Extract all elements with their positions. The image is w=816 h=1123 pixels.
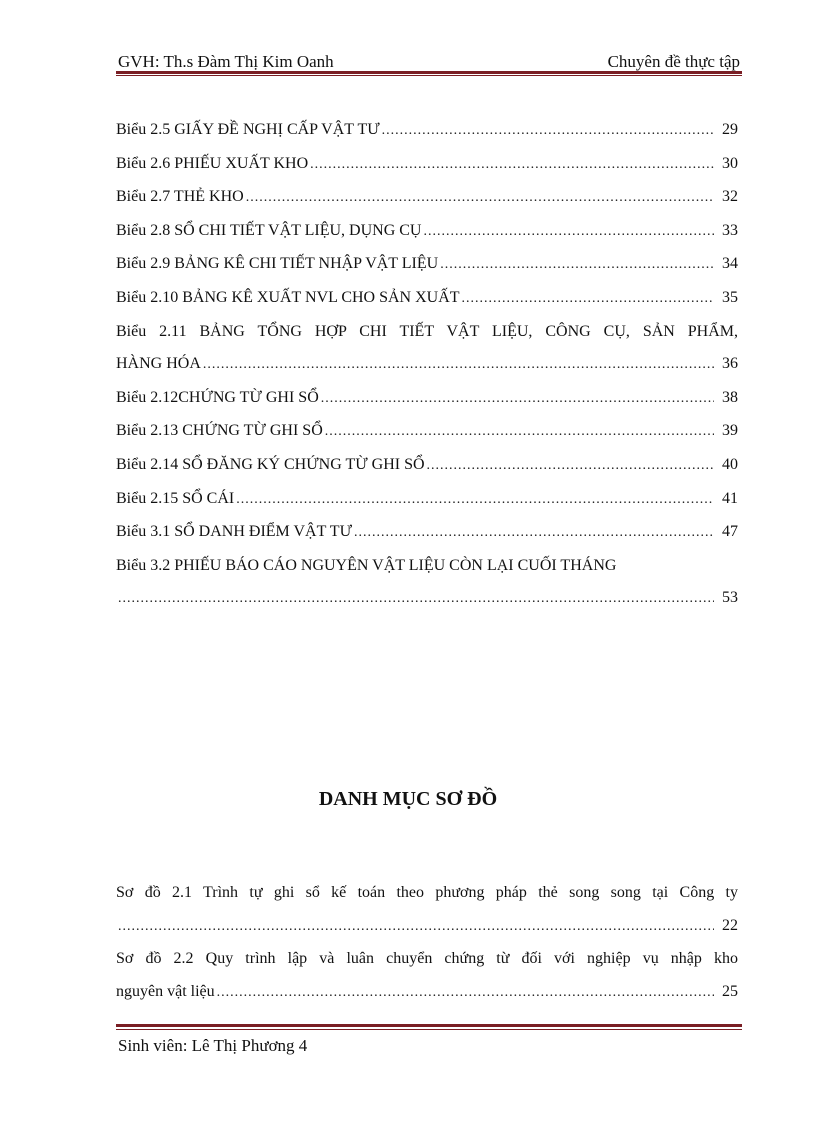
toc-entry-page: 38: [722, 388, 738, 406]
toc-entry-label: Biểu 2.7 THẺ KHO: [116, 188, 244, 206]
leader-dots: [217, 977, 714, 1010]
toc-entry-label: nguyên vật liệu: [116, 982, 215, 1000]
toc-entry-label-line1: Sơ đồ 2.1 Trình tự ghi sổ kế toán theo phương pháp thẻ song song tại Công ty: [116, 884, 738, 901]
toc-entry-label-line1: Biểu 2.11 BẢNG TỔNG HỢP CHI TIẾT VẬT LIỆU, CÔNG CỤ, SẢN PHẨM,: [116, 322, 738, 340]
toc-entry-label: Biểu 2.8 SỔ CHI TIẾT VẬT LIỆU, DỤNG CỤ: [116, 221, 422, 239]
toc-entry-page: 30: [722, 154, 738, 172]
leader-dots: [440, 249, 714, 282]
leader-dots: [118, 583, 714, 616]
footer-divider: [116, 1024, 742, 1030]
toc-entry-label: Biểu 2.9 BẢNG KÊ CHI TIẾT NHẬP VẬT LIỆU: [116, 255, 439, 273]
toc-entry[interactable]: [116, 943, 738, 1009]
leader-dots: [246, 182, 714, 215]
toc-entry[interactable]: [116, 382, 738, 416]
toc-entry-page: 39: [722, 422, 738, 440]
toc-entry-label-line1: Sơ đồ 2.2 Quy trình lập và luân chuyển chứng từ đối với nghiệp vụ nhập kho: [116, 950, 738, 968]
leader-dots: [118, 911, 714, 944]
toc-entry-label: Biểu 2.10 BẢNG KÊ XUẤT NVL CHO SẢN XUẤT: [116, 288, 460, 306]
toc-entry-page: 29: [722, 121, 738, 138]
toc-entry-label: Biểu 2.5 GIẤY ĐỀ NGHỊ CẤP VẬT TƯ: [116, 121, 380, 138]
toc-entry-page: 40: [722, 455, 738, 473]
leader-dots: [427, 450, 714, 483]
toc-entry-label: Biểu 2.14 SỔ ĐĂNG KÝ CHỨNG TỪ GHI SỔ: [116, 455, 425, 473]
leader-dots: [462, 283, 714, 316]
toc-entry[interactable]: [116, 316, 738, 382]
toc-entry-page: 35: [722, 288, 738, 306]
leader-dots: [203, 349, 714, 382]
toc-entry[interactable]: [116, 483, 738, 517]
toc-list-sodo: [116, 877, 738, 1009]
toc-entry-label: Biểu 2.12CHỨNG TỪ GHI SỔ: [116, 388, 319, 406]
toc-entry-page: 34: [722, 255, 738, 273]
leader-dots: [354, 517, 714, 550]
toc-entry[interactable]: [116, 181, 738, 215]
toc-entry-page: 32: [722, 188, 738, 206]
toc-entry-page: 33: [722, 221, 738, 239]
leader-dots: [423, 216, 714, 249]
toc-entry-label: Biểu 2.6 PHIẾU XUẤT KHO: [116, 154, 309, 172]
toc-entry-label: Biểu 3.1 SỔ DANH ĐIỂM VẬT TƯ: [116, 523, 352, 541]
toc-entry[interactable]: [116, 215, 738, 249]
leader-dots: [236, 484, 714, 517]
toc-entry[interactable]: [116, 415, 738, 449]
toc-entry[interactable]: [116, 148, 738, 182]
toc-entry[interactable]: [116, 516, 738, 550]
toc-list-bieu: [116, 114, 738, 616]
toc-entry-page: 41: [722, 489, 738, 507]
header-report-title: Chuyên đề thực tập: [607, 52, 740, 71]
leader-dots: [325, 416, 714, 449]
section-title: DANH MỤC SƠ ĐỒ: [318, 788, 498, 810]
toc-entry[interactable]: [116, 877, 738, 943]
toc-entry-page: 36: [722, 355, 738, 373]
toc-entry-page: 25: [722, 982, 738, 1000]
toc-entry-page: 53: [722, 589, 738, 607]
header-advisor: GVH: Th.s Đàm Thị Kim Oanh: [118, 52, 334, 71]
toc-entry[interactable]: [116, 550, 738, 616]
header-divider: [116, 71, 742, 76]
toc-entry-label: Biểu 2.13 CHỨNG TỪ GHI SỔ: [116, 422, 323, 440]
toc-entry[interactable]: [116, 248, 738, 282]
leader-dots: [310, 149, 714, 182]
leader-dots: [382, 115, 714, 148]
toc-entry-page: 22: [722, 916, 738, 934]
toc-entry[interactable]: [116, 282, 738, 316]
toc-entry-page: 47: [722, 523, 738, 541]
page-header: [118, 48, 740, 72]
toc-entry-label: HÀNG HÓA: [116, 355, 201, 373]
toc-entry-label: Biểu 2.15 SỔ CÁI: [116, 489, 235, 507]
toc-entry[interactable]: [116, 114, 738, 148]
leader-dots: [321, 383, 714, 416]
toc-entry-label-line1: Biểu 3.2 PHIẾU BÁO CÁO NGUYÊN VẬT LIỆU CÒN LẠI CUỐI THÁNG: [116, 556, 617, 574]
toc-entry[interactable]: [116, 449, 738, 483]
page-footer: Sinh viên: Lê Thị Phương 4: [118, 1036, 308, 1055]
